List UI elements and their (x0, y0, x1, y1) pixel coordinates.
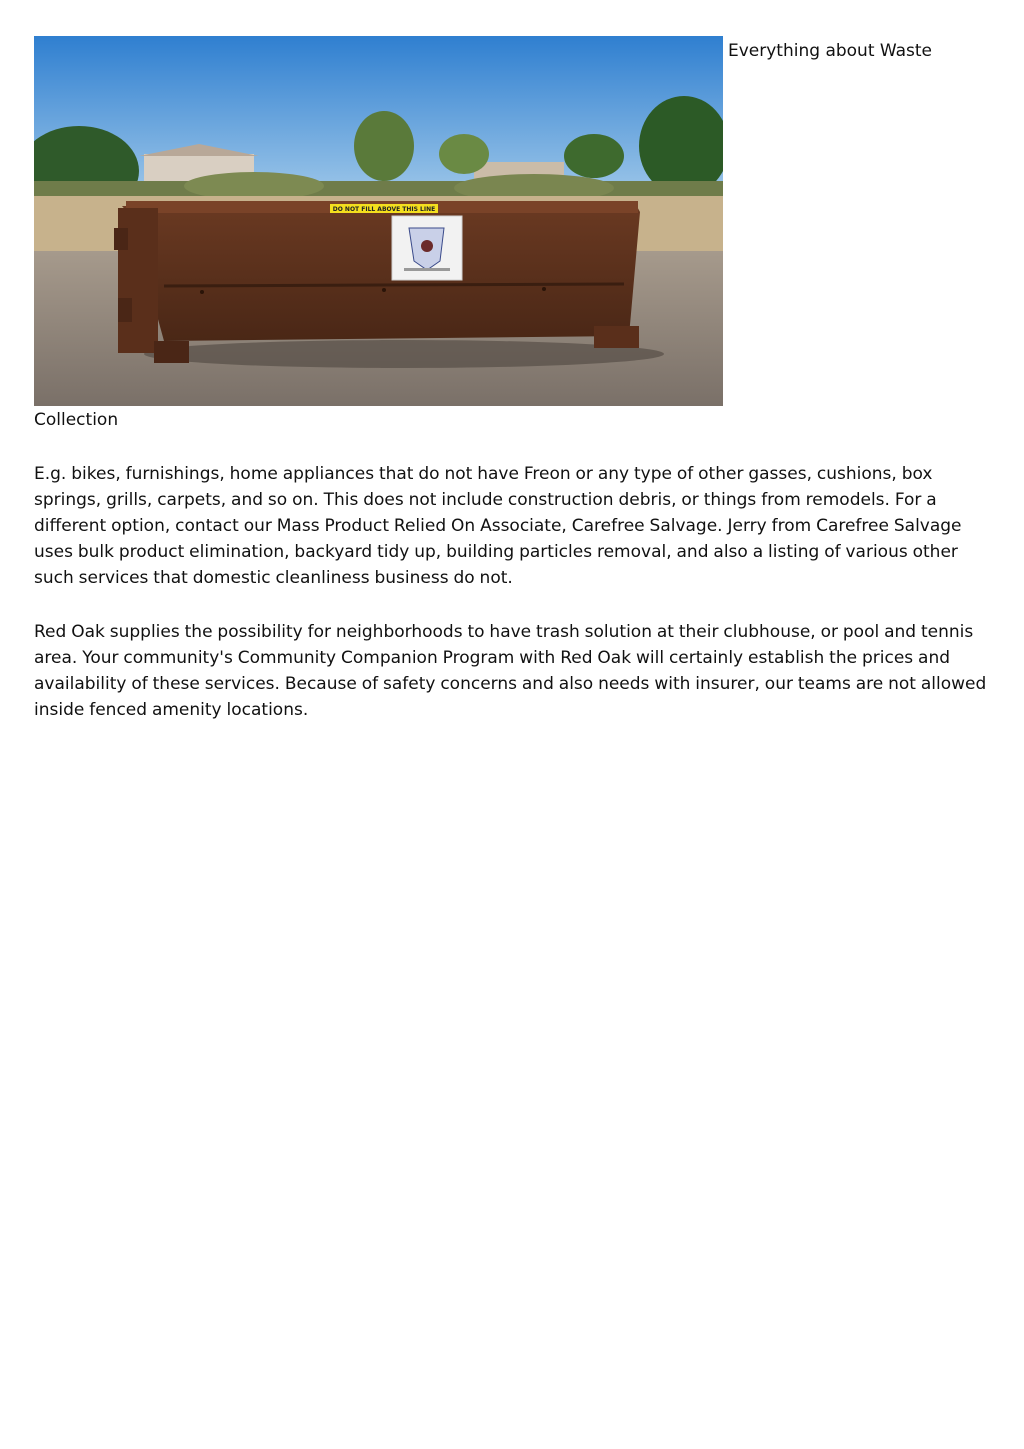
paragraph-2: Red Oak supplies the possibility for neighborhoods to have trash solution at their clubhouse, or pool and tennis area. Your community's Community Companion Program with Red Oak will certainly establish the prices and availability of these services. Because of safety concerns and also needs with insurer, our teams are not allowed inside fenced amenity locations. (34, 622, 987, 720)
sticker-text: DO NOT FILL ABOVE THIS LINE (332, 206, 436, 213)
paragraph-1: E.g. bikes, furnishings, home appliances that do not have Freon or any type of other gasses, cushions, box springs, grills, carpets, and so on. This does not include construction debris, or things from remodels. For a different option, contact our Mass Product Relied On Associate, Carefree Salvage. Jerry from Carefree Salvage uses bulk product elimination, backyard tidy up, building particles removal, and also a listing of various other such services that domestic cleanliness business do not. (34, 464, 962, 588)
dumpster-photo (34, 36, 723, 406)
document-page (34, 36, 990, 723)
header-row (34, 36, 990, 406)
tree (564, 134, 624, 178)
heading-line-1: Everything about Waste (728, 41, 933, 61)
tree (439, 134, 489, 174)
heading-line-2: Collection (34, 410, 119, 430)
tree (354, 111, 414, 181)
dumpster (122, 201, 640, 341)
